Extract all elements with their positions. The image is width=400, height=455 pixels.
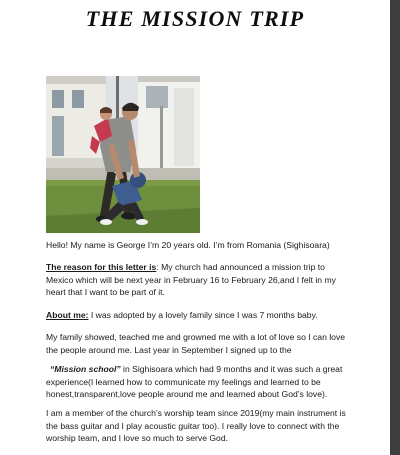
reason-line-1	[46, 261, 376, 274]
reason-text-1: : My church had announced a mission trip to	[156, 262, 325, 272]
greeting-text: Hello! My name is George I’m 20 years old. I’m from Romania (Sighisoara)	[46, 240, 330, 250]
viewer-scroll-edge	[390, 0, 400, 455]
school-line-2: experience(I learned how to communicate my feelings and learned to be	[46, 376, 321, 387]
worship-line-3: worship team, and I love so much to serve God.	[46, 433, 228, 444]
about-label: About me:	[46, 310, 89, 320]
family-paragraph	[46, 331, 376, 356]
school-paragraph	[46, 363, 376, 401]
worship-line-1: I am a member of the church’s worship team since 2019(my main instrument is	[46, 408, 346, 418]
family-line-2: the people around me. Last year in September I signed up to the	[46, 344, 292, 355]
document-title: THE MISSION TRIP	[85, 6, 305, 31]
worship-line-2: the bass guitar and I play acoustic guitar too). I really love to connect with the	[46, 420, 340, 431]
greeting-paragraph	[46, 239, 376, 252]
reason-label: The reason for this letter is	[46, 262, 157, 272]
reason-line-3: heart that I want to be part of it.	[46, 287, 165, 298]
about-paragraph	[46, 309, 376, 322]
photo-man-carrying-child	[46, 76, 200, 233]
school-line-1	[46, 363, 376, 376]
school-label: “Mission school”	[50, 364, 121, 374]
school-line-3: honest,transparent,love people around me and learned about God’s love).	[46, 389, 328, 400]
school-text-1: in Sighisoara which had 9 months and it was such a great	[120, 364, 343, 374]
reason-line-2: Mexico which will be next year in February 16 to February 26,and I felt in my	[46, 274, 336, 285]
about-text: I was adopted by a lovely family since I was 7 months baby.	[88, 310, 318, 320]
reason-paragraph	[46, 261, 376, 299]
family-line-1: My family showed, teached me and growned me with a lot of love so I can love	[46, 332, 346, 342]
worship-paragraph	[46, 407, 376, 445]
